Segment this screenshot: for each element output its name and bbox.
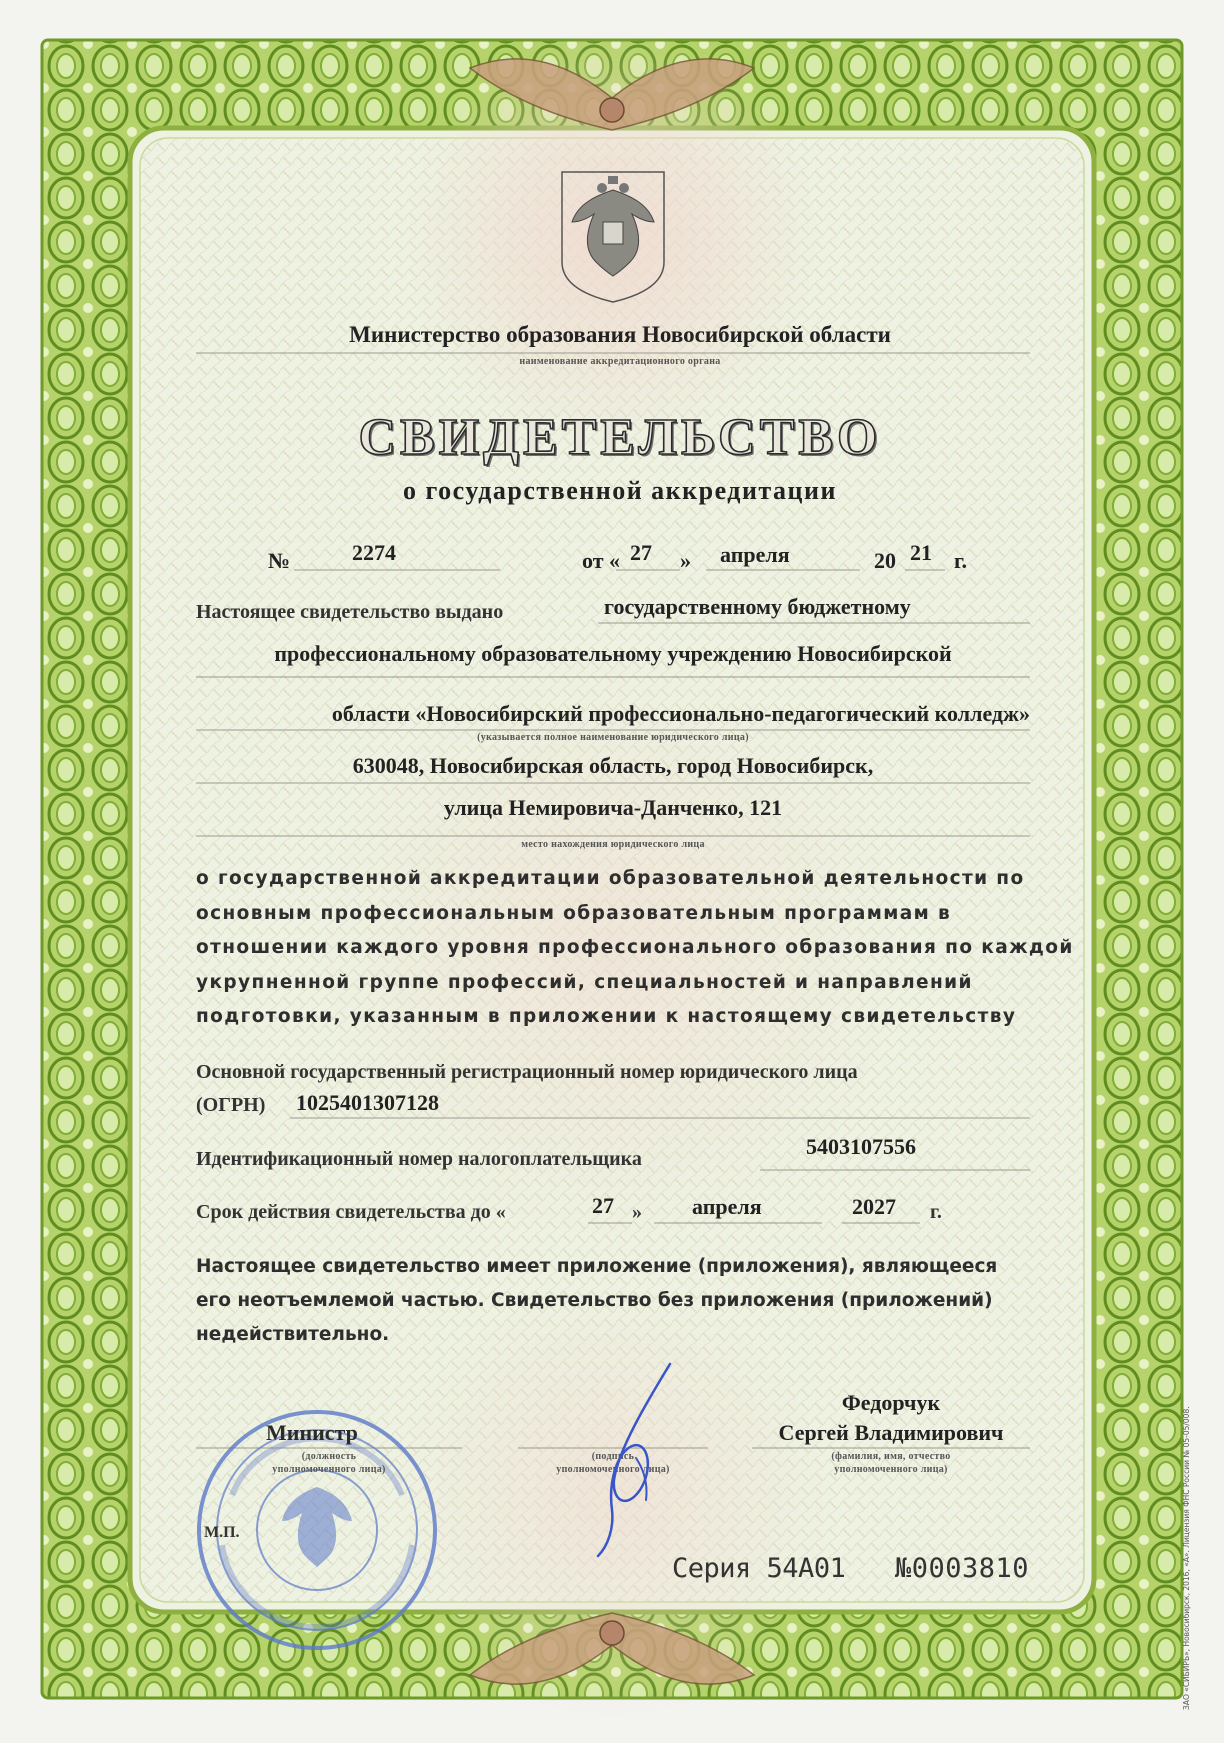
blank-number-value: 0003810 <box>911 1553 1030 1584</box>
issued-to-line3: области «Новосибирский профессионально-педагогический колледж» <box>331 701 1030 726</box>
appendix-note <box>196 1250 1038 1352</box>
name-caption-1: (фамилия, имя, отчество <box>831 1451 951 1462</box>
validity-month: апреля <box>692 1194 762 1219</box>
issued-to-caption: (указывается полное наименование юридического лица) <box>477 732 749 743</box>
inn-label: Идентификационный номер налогоплательщика <box>196 1148 642 1170</box>
blank-number-label: № <box>895 1553 912 1584</box>
validity-quote-close: » <box>632 1201 642 1223</box>
date-quote-close: » <box>680 548 691 573</box>
appendix-line: Настоящее свидетельство имеет приложение (приложения), являющееся <box>196 1256 998 1277</box>
signature-caption-1: (подпись <box>591 1451 635 1462</box>
body-line: о государственной аккредитации образовательной деятельности по <box>196 868 1025 889</box>
year-unit: г. <box>954 548 968 573</box>
body-line: укрупненной группе профессий, специальностей и направлений <box>196 971 973 993</box>
address-caption: место нахождения юридического лица <box>521 839 705 850</box>
issued-to-line2: профессиональному образовательному учреждению Новосибирской <box>274 641 952 666</box>
address-line2: улица Немировича-Данченко, 121 <box>443 795 783 820</box>
address-line1: 630048, Новосибирская область, город Новосибирск, <box>352 753 874 778</box>
signatory-given-names: Сергей Владимирович <box>778 1420 1004 1445</box>
validity-year-unit: г. <box>930 1201 942 1223</box>
accreditation-scope-text <box>196 862 1074 1035</box>
signatory-surname: Федорчук <box>841 1390 941 1415</box>
number-label: № <box>268 548 291 573</box>
issued-to-label: Настоящее свидетельство выдано <box>196 601 504 623</box>
issued-to-line1: государственному бюджетному <box>604 594 911 619</box>
authority-caption: наименование аккредитационного органа <box>519 356 721 367</box>
validity-year: 2027 <box>852 1194 896 1219</box>
position-caption-1: (должность <box>301 1451 357 1462</box>
ogrn-label: Основной государственный регистрационный номер юридического лица <box>196 1061 858 1083</box>
issue-day: 27 <box>630 540 652 565</box>
certificate-number: 2274 <box>352 540 396 565</box>
validity-label: Срок действия свидетельства до « <box>196 1201 506 1223</box>
signature-caption-2: уполномоченного лица) <box>556 1464 670 1475</box>
date-from-label: от « <box>582 548 621 573</box>
blank-number-block <box>895 1553 1029 1584</box>
ogrn-abbr: (ОГРН) <box>196 1094 266 1116</box>
ogrn-value: 1025401307128 <box>296 1090 439 1115</box>
issue-month: апреля <box>720 542 790 567</box>
stamp-place-mark: М.П. <box>204 1524 240 1541</box>
body-line: основным профессиональным образовательным программам в <box>196 902 952 924</box>
handwritten-signature-icon <box>578 1360 698 1560</box>
appendix-line: недействительно. <box>196 1324 390 1345</box>
inn-value: 5403107556 <box>806 1134 916 1159</box>
body-line: отношении каждого уровня профессионального образования по каждой <box>196 937 1074 958</box>
validity-day: 27 <box>592 1193 614 1218</box>
issue-year-prefix: 20 <box>874 548 896 573</box>
authority-name: Министерство образования Новосибирской области <box>349 322 891 347</box>
printer-imprint: ЗАО «СИБИРЬ», Новосибирск, 2016, «А». Лицензия ФНС России № 05-05/008. <box>1182 1406 1191 1710</box>
position-caption-2: уполномоченного лица) <box>272 1464 386 1475</box>
series-value: 54А01 <box>766 1553 846 1584</box>
series-block <box>672 1553 845 1584</box>
document-title: СВИДЕТЕЛЬСТВО <box>358 409 882 466</box>
signatory-position: Министр <box>266 1420 358 1445</box>
document-subtitle: о государственной аккредитации <box>403 476 837 505</box>
name-caption-2: уполномоченного лица) <box>834 1464 948 1475</box>
issue-year-suffix: 21 <box>910 540 932 565</box>
series-label: Серия <box>672 1553 751 1584</box>
appendix-line: его неотъемлемой частью. Свидетельство без приложения (приложений) <box>196 1290 993 1311</box>
body-line: подготовки, указанным в приложении к настоящему свидетельству <box>196 1006 1017 1027</box>
